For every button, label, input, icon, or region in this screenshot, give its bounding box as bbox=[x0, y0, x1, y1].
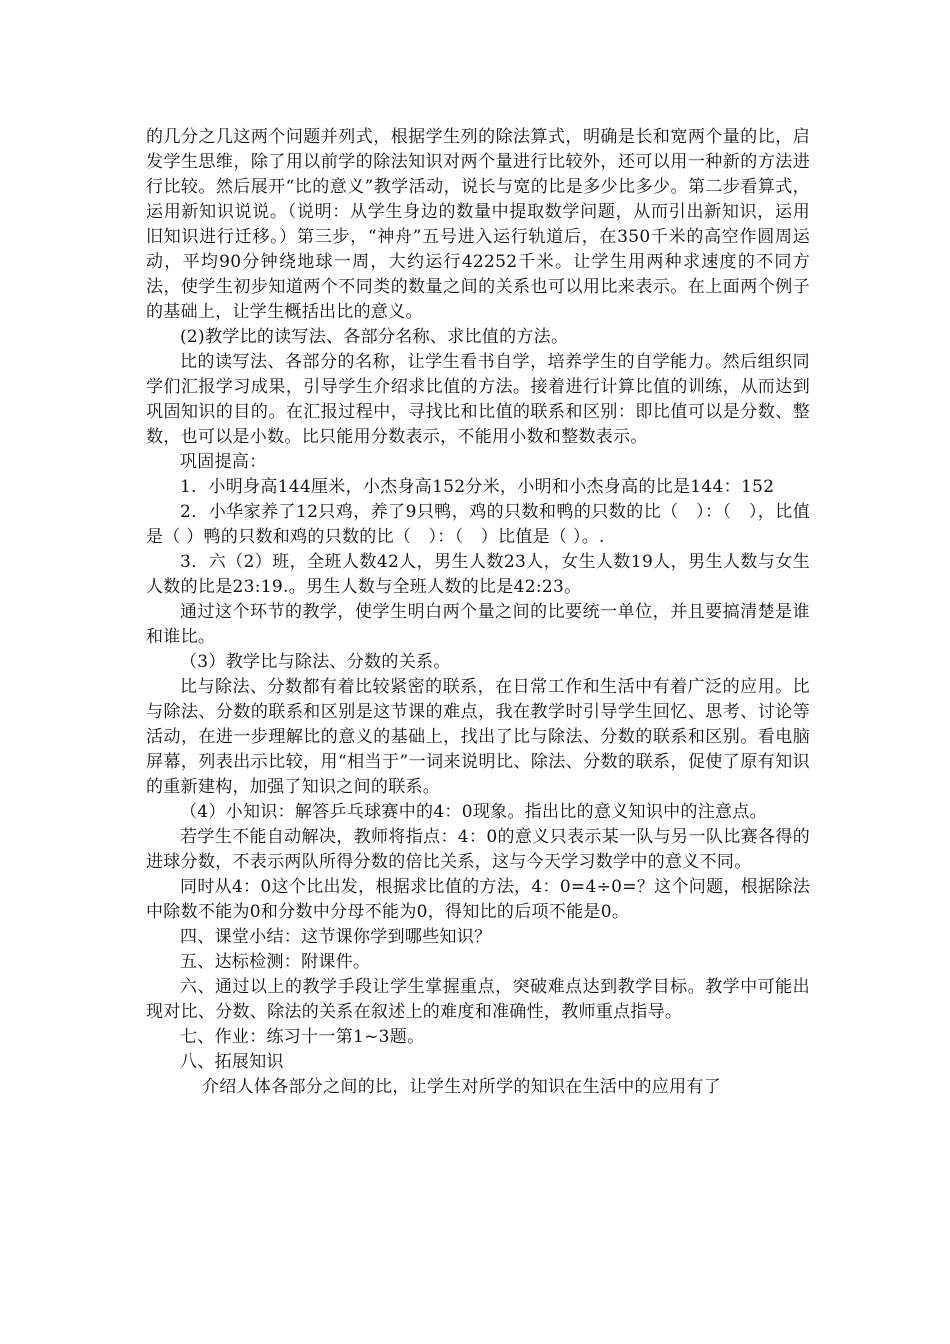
paragraph: （4）小知识：解答乒乓球赛中的4：0现象。指出比的意义知识中的注意点。 bbox=[180, 802, 767, 822]
paragraph: 六、通过以上的教学手段让学生掌握重点，突破难点达到教学目标。教学中可能出现对比、分数、除法的关系在叙述上的难度和准确性，教师重点指导。 bbox=[146, 977, 810, 1022]
paragraph: 八、拓展知识 bbox=[180, 1052, 284, 1072]
paragraph: 五、达标检测：附课件。 bbox=[180, 952, 371, 972]
paragraph: （3）教学比与除法、分数的关系。 bbox=[180, 652, 451, 672]
paragraph: 2．小华家养了12只鸡，养了9只鸭，鸡的只数和鸭的只数的比（ ）：（ ），比值是（ ）鸭的只数和鸡的只数的比（ ）：（ ）比值是（ ）。. bbox=[146, 502, 810, 547]
paragraph: 的几分之几这两个问题并列式，根据学生列的除法算式，明确是长和宽两个量的比，启发学生思维，除了用以前学的除法知识对两个量进行比较外，还可以用一种新的方法进行比较。然后展开“比的意义”教学活动，说长与宽的比是多少比多少。第二步看算式，运用新知识说说。（说明：从学生身边的数量中提取数学问题，从而引出新知识，运用旧知识进行迁移。）第三步，“神舟”五号进入运行轨道后，在350千米的高空作圆周运动，平均90分钟绕地球一周，大约运行42252千米。让学生用两种求速度的不同方法，使学生初步知道两个不同类的数量之间的关系也可以用比来表示。在上面两个例子的基础上，让学生概括出比的意义。 bbox=[146, 127, 810, 322]
paragraph: 介绍人体各部分之间的比，让学生对所学的知识在生活中的应用有了 bbox=[202, 1077, 721, 1097]
paragraph: 通过这个环节的教学，使学生明白两个量之间的比要统一单位，并且要搞清楚是谁和谁比。 bbox=[146, 602, 810, 647]
paragraph: 比与除法、分数都有着比较紧密的联系，在日常工作和生活中有着广泛的应用。比与除法、分数的联系和区别是这节课的难点，我在教学时引导学生回忆、思考、讨论等活动，在进一步理解比的意义的基础上，找出了比与除法、分数的联系和区别。看电脑屏幕，列表出示比较，用“相当于”一词来说明比、除法、分数的联系，促使了原有知识的重新建构，加强了知识之间的联系。 bbox=[146, 677, 810, 797]
paragraph: 巩固提高： bbox=[180, 452, 267, 472]
paragraph: 七、作业：练习十一第1~3题。 bbox=[180, 1027, 425, 1047]
paragraph: 同时从4：0这个比出发，根据求比值的方法，4：0=4÷0=？这个问题，根据除法中除数不能为0和分数中分母不能为0，得知比的后项不能是0。 bbox=[146, 877, 810, 922]
paragraph: 比的读写法、各部分的名称，让学生看书自学，培养学生的自学能力。然后组织同学们汇报学习成果，引导学生介绍求比值的方法。接着进行计算比值的训练，从而达到巩固知识的目的。在汇报过程中，寻找比和比值的联系和区别：即比值可以是分数、整数，也可以是小数。比只能用分数表示，不能用小数和整数表示。 bbox=[146, 352, 810, 447]
document-body bbox=[146, 125, 810, 1100]
paragraph: 3．六（2）班，全班人数42人，男生人数23人，女生人数19人，男生人数与女生人数的比是23:19.。男生人数与全班人数的比是42:23。 bbox=[146, 552, 810, 597]
paragraph: (2)教学比的读写法、各部分名称、求比值的方法。 bbox=[180, 327, 569, 347]
paragraph: 1．小明身高144厘米，小杰身高152分米，小明和小杰身高的比是144：152 bbox=[180, 477, 775, 497]
paragraph: 若学生不能自动解决，教师将指点：4：0的意义只表示某一队与另一队比赛各得的进球分数，不表示两队所得分数的倍比关系，这与今天学习数学中的意义不同。 bbox=[146, 827, 810, 872]
paragraph: 四、课堂小结：这节课你学到哪些知识？ bbox=[180, 927, 492, 947]
